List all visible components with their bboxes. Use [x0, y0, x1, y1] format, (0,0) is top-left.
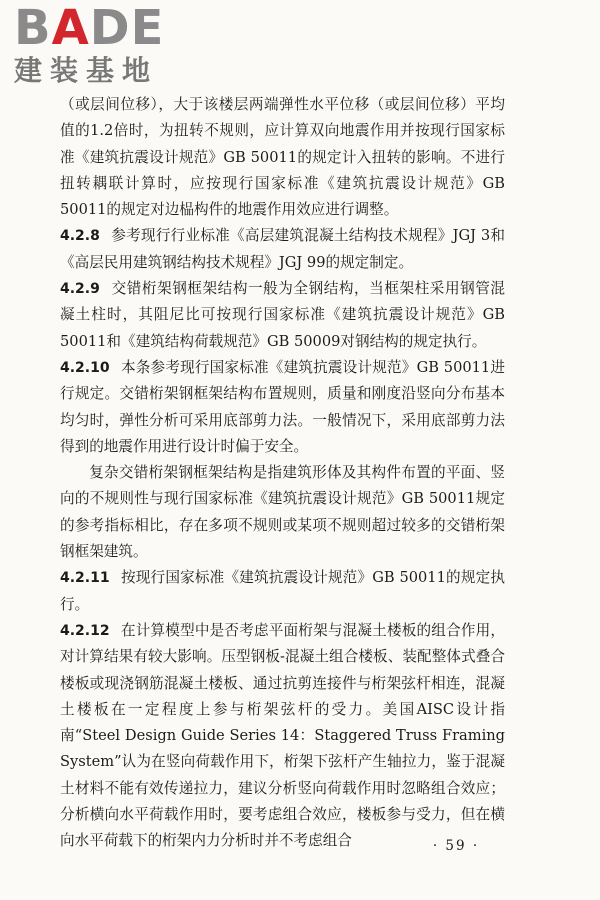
clause-4-2-11 [60, 565, 505, 618]
clause-text: 参考现行行业标准《高层建筑混凝土结构技术规程》JGJ 3和《高层民用建筑钢结构技术规程》JGJ 99的规定制定。 [60, 227, 505, 271]
clause-text: 复杂交错桁架钢框架结构是指建筑形体及其构件布置的平面、竖向的不规则性与现行国家标准《建筑抗震设计规范》GB 50011规定的参考指标相比，存在多项不规则或某项不规则超过较多的交错桁架钢框架建筑。 [60, 464, 505, 561]
clause-number: 4.2.12 [60, 622, 110, 639]
clause-text: 交错桁架钢框架结构一般为全钢结构，当框架柱采用钢管混凝土柱时，其阻尼比可按现行国家标准《建筑抗震设计规范》GB 50011和《建筑结构荷载规范》GB 50009对钢结构的规定执行。 [60, 280, 505, 350]
page-number: · 59 · [432, 838, 480, 854]
clause-text: 本条参考现行国家标准《建筑抗震设计规范》GB 50011进行规定。交错桁架钢框架结构布置规则，质量和刚度沿竖向分布基本均匀时，弹性分析可采用底部剪力法。一般情况下，采用底部剪力法得到的地震作用进行设计时偏于安全。 [60, 358, 505, 455]
clause-number: 4.2.10 [60, 359, 110, 376]
clause-text: 按现行国家标准《建筑抗震设计规范》GB 50011的规定执行。 [60, 569, 505, 613]
watermark-chinese-text: 建装基地 [14, 54, 159, 87]
clause-text: 在计算模型中是否考虑平面桁架与混凝土楼板的组合作用，对计算结果有较大影响。压型钢板-混凝土组合楼板、装配整体式叠合楼板或现浇钢筋混凝土楼板、通过抗剪连接件与桁架弦杆相连，混凝土楼板在一定程度上参与桁架弦杆的受力。美国AISC设计指南“Steel Design Guide Series 14：Staggered Truss Framing System”认为在竖向荷载作用下，桁架下弦杆产生轴拉力，鉴于混凝土材料不能有效传递拉力，建议分析竖向荷载作用时忽略组合效应；分析横向水平荷载作用时，要考虑组合效应，楼板参与受力，但在横向水平荷载下的桁架内力分析时并不考虑组合 [60, 621, 505, 850]
clause-4-2-12 [60, 618, 505, 855]
clause-number: 4.2.9 [60, 281, 100, 298]
page-body [60, 92, 505, 855]
clause-number: 4.2.8 [60, 228, 100, 245]
clause-number: 4.2.11 [60, 570, 110, 587]
bade-watermark-logo [6, 2, 196, 94]
clause-4-2-9 [60, 276, 505, 355]
clause-4-2-10-continued [60, 460, 505, 565]
watermark-latin-text: BADE [14, 0, 165, 56]
clause-4-2-10 [60, 355, 505, 460]
clause-4-2-8 [60, 223, 505, 276]
paragraph-continued: （或层间位移），大于该楼层两端弹性水平位移（或层间位移）平均值的1.2倍时，为扭转不规则，应计算双向地震作用并按现行国家标准《建筑抗震设计规范》GB 50011的规定计入扭转的影响。不进行扭转耦联计算时，应按现行国家标准《建筑抗震设计规范》GB 50011的规定对边榀构件的地震作用效应进行调整。 [60, 96, 505, 219]
